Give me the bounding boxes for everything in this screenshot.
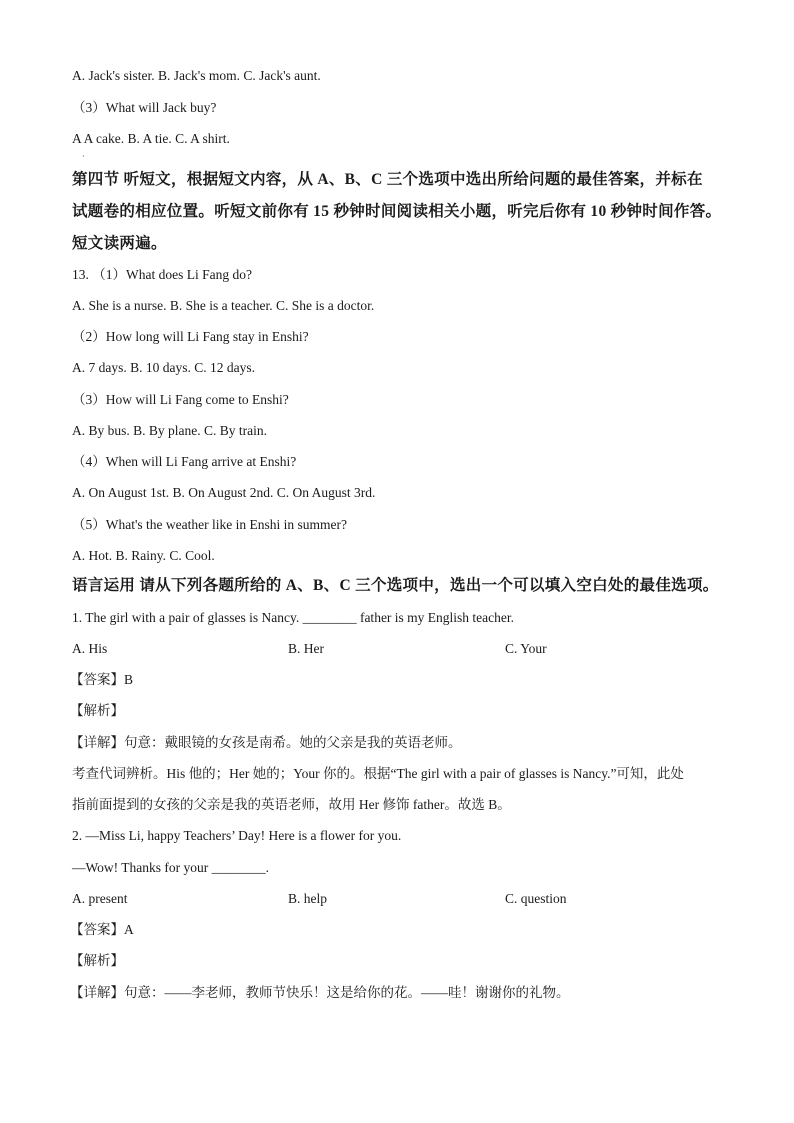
- q12-3-question: （3）What will Jack buy?: [72, 100, 217, 115]
- q2-stem-line1: 2. —Miss Li, happy Teachers’ Day! Here is a flower for you.: [72, 828, 402, 843]
- q2-option-c: C. question: [505, 891, 567, 906]
- q13-2-options: A. 7 days. B. 10 days. C. 12 days.: [72, 360, 255, 375]
- q13-4-question: （4）When will Li Fang arrive at Enshi?: [72, 454, 297, 469]
- q1-analysis-label: 【解析】: [70, 703, 124, 718]
- stray-dot: ·: [82, 152, 85, 161]
- q2-stem-line2: —Wow! Thanks for your ________.: [72, 860, 270, 875]
- q1-detail: 【详解】句意：戴眼镜的女孩是南希。她的父亲是我的英语老师。: [70, 735, 462, 750]
- q13-5-question: （5）What's the weather like in Enshi in summer?: [72, 517, 347, 532]
- q1-option-c: C. Your: [505, 641, 547, 656]
- language-use-heading: 语言运用 请从下列各题所给的 A、B、C 三个选项中，选出一个可以填入空白处的最佳选项。: [72, 577, 719, 594]
- q12-3-options: A A cake. B. A tie. C. A shirt.: [72, 131, 230, 146]
- q13-3-options: A. By bus. B. By plane. C. By train.: [72, 423, 267, 438]
- q2-analysis-label: 【解析】: [70, 953, 124, 968]
- q13-5-options: A. Hot. B. Rainy. C. Cool.: [72, 548, 215, 563]
- q1-explanation-line2: 指前面提到的女孩的父亲是我的英语老师，故用 Her 修饰 father。故选 B。: [72, 797, 511, 812]
- q2-answer: 【答案】A: [70, 922, 134, 937]
- section-four-heading-line1: 第四节 听短文，根据短文内容，从 A、B、C 三个选项中选出所给问题的最佳答案，并标在: [72, 171, 703, 188]
- q1-stem: 1. The girl with a pair of glasses is Nancy. ________ father is my English teacher.: [72, 610, 515, 625]
- section-four-heading-line3: 短文读两遍。: [72, 235, 167, 252]
- q1-option-b: B. Her: [288, 641, 324, 656]
- q2-option-a: A. present: [72, 891, 128, 906]
- q12-2-options: A. Jack's sister. B. Jack's mom. C. Jack's aunt.: [72, 68, 321, 83]
- q13-1-question: 13. （1）What does Li Fang do?: [72, 267, 252, 282]
- q13-2-question: （2）How long will Li Fang stay in Enshi?: [72, 329, 309, 344]
- q1-explanation-line1: 考查代词辨析。His 他的；Her 她的；Your 你的。根据“The girl with a pair of glasses is Nancy.”可知，此处: [72, 766, 684, 781]
- q13-4-options: A. On August 1st. B. On August 2nd. C. On August 3rd.: [72, 485, 376, 500]
- q2-option-b: B. help: [288, 891, 327, 906]
- section-four-heading-line2: 试题卷的相应位置。听短文前你有 15 秒钟时间阅读相关小题，听完后你有 10 秒钟时间作答。: [72, 203, 722, 220]
- q13-1-options: A. She is a nurse. B. She is a teacher. C. She is a doctor.: [72, 298, 375, 313]
- q13-3-question: （3）How will Li Fang come to Enshi?: [72, 392, 289, 407]
- q1-option-a: A. His: [72, 641, 108, 656]
- q1-answer: 【答案】B: [70, 672, 134, 687]
- q2-detail: 【详解】句意：——李老师，教师节快乐！这是给你的花。——哇！谢谢你的礼物。: [70, 985, 570, 1000]
